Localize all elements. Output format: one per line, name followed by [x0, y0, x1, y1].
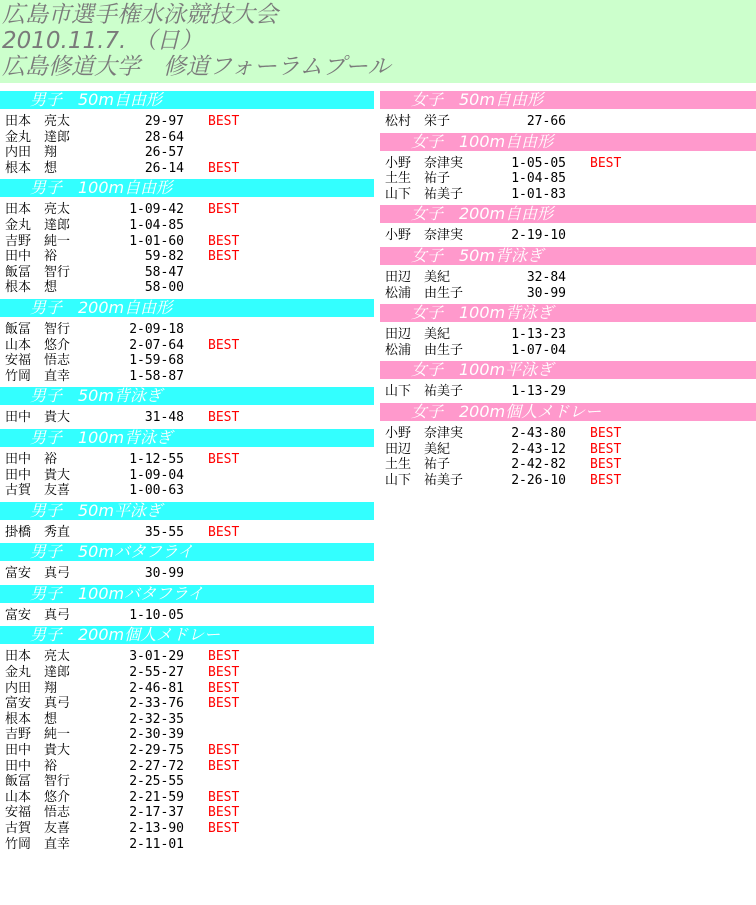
- result-list: [0, 317, 376, 387]
- best-badge: BEST: [208, 410, 240, 426]
- result-row: [0, 649, 376, 665]
- result-row: [0, 681, 376, 697]
- result-time: 2-42-82: [511, 457, 566, 473]
- result-list: [380, 322, 756, 361]
- result-time: 2-13-90: [129, 821, 184, 836]
- result-time: 27-66: [526, 114, 566, 129]
- result-list: [0, 447, 376, 502]
- women-results-column: [380, 91, 756, 491]
- result-row: [380, 343, 756, 359]
- swimmer-name: 田中 裕: [5, 451, 58, 467]
- men-results-column: [0, 91, 376, 855]
- result-time: 1-13-23: [511, 327, 566, 343]
- result-row: [0, 353, 376, 369]
- event-section: [0, 543, 376, 585]
- result-time: 2-19-10: [511, 228, 566, 244]
- result-row: [380, 286, 756, 302]
- result-time: 2-09-18: [129, 321, 184, 337]
- event-section: [380, 304, 756, 361]
- event-section: [0, 299, 376, 387]
- swimmer-name: 古賀 友喜: [5, 483, 71, 499]
- best-badge: BEST: [208, 696, 240, 712]
- swimmer-name: 田中 裕: [5, 758, 58, 774]
- event-title: 男子 50m自由形: [0, 91, 374, 109]
- result-row: [0, 280, 376, 296]
- best-badge: BEST: [208, 233, 240, 249]
- result-time: 2-07-64: [129, 337, 184, 353]
- result-row: [0, 161, 376, 177]
- event-title: 男子 50m背泳ぎ: [0, 387, 374, 405]
- result-row: [0, 218, 376, 234]
- result-row: [0, 265, 376, 281]
- result-time: 1-12-55: [129, 451, 184, 467]
- result-row: [0, 790, 376, 806]
- result-row: [0, 130, 376, 146]
- result-row: [0, 468, 376, 484]
- result-row: [0, 369, 376, 385]
- swimmer-name: 安福 悟志: [5, 353, 71, 369]
- best-badge: BEST: [208, 821, 240, 836]
- result-row: [0, 249, 376, 265]
- result-time: 35-55: [144, 524, 184, 540]
- result-time: 1-00-63: [129, 483, 184, 499]
- event-section: [0, 585, 376, 627]
- swimmer-name: 松浦 由生子: [385, 342, 464, 358]
- swimmer-name: 吉野 純一: [5, 727, 71, 743]
- swimmer-name: 山本 悠介: [5, 337, 71, 353]
- result-row: [0, 338, 376, 354]
- swimmer-name: 小野 奈津実: [385, 155, 464, 171]
- best-badge: BEST: [590, 425, 622, 441]
- event-section: [0, 502, 376, 544]
- swimmer-name: 富安 真弓: [5, 696, 71, 712]
- result-time: 32-84: [526, 269, 566, 285]
- result-time: 29-97: [144, 114, 184, 129]
- result-row: [0, 837, 376, 853]
- event-section: [380, 133, 756, 206]
- result-time: 58-00: [144, 280, 184, 296]
- result-row: [0, 743, 376, 759]
- result-row: [0, 712, 376, 728]
- result-time: 2-33-76: [129, 696, 184, 712]
- best-badge: BEST: [208, 743, 240, 759]
- event-section: [0, 626, 376, 855]
- event-section: [0, 429, 376, 502]
- result-list: [380, 379, 756, 403]
- result-row: [0, 234, 376, 250]
- swimmer-name: 竹岡 直幸: [5, 836, 71, 852]
- swimmer-name: 富安 真弓: [5, 607, 71, 623]
- result-time: 30-99: [526, 285, 566, 301]
- result-row: [0, 696, 376, 712]
- result-time: 2-21-59: [129, 789, 184, 805]
- result-list: [0, 644, 376, 855]
- swimmer-name: 飯冨 智行: [5, 264, 71, 280]
- event-section: [380, 205, 756, 247]
- swimmer-name: 田中 貴大: [5, 410, 71, 426]
- result-time: 1-07-04: [511, 342, 566, 358]
- event-title: 女子 100m背泳ぎ: [380, 304, 756, 322]
- result-time: 2-11-01: [129, 836, 184, 852]
- result-list: [0, 603, 376, 627]
- best-badge: BEST: [208, 524, 240, 540]
- result-time: 2-55-27: [129, 665, 184, 681]
- swimmer-name: 田本 亮太: [5, 202, 71, 218]
- result-row: [380, 156, 756, 172]
- result-time: 31-48: [144, 410, 184, 426]
- swimmer-name: 山下 祐美子: [385, 186, 464, 202]
- result-time: 2-29-75: [129, 743, 184, 759]
- meet-venue: 広島修道大学 修道フォーラムプール: [2, 54, 391, 80]
- result-row: [0, 202, 376, 218]
- result-time: 2-25-55: [129, 774, 184, 790]
- result-list: [380, 421, 756, 491]
- result-time: 30-99: [144, 566, 184, 582]
- event-section: [380, 361, 756, 403]
- best-badge: BEST: [208, 114, 240, 129]
- result-row: [0, 821, 376, 837]
- event-title: 男子 50mバタフライ: [0, 543, 374, 561]
- event-title: 女子 200m個人メドレー: [380, 403, 756, 421]
- result-row: [0, 665, 376, 681]
- swimmer-name: 土生 祐子: [385, 457, 451, 473]
- result-list: [0, 561, 376, 585]
- swimmer-name: 田辺 美紀: [385, 327, 451, 343]
- event-section: [380, 403, 756, 491]
- swimmer-name: 根本 想: [5, 711, 58, 727]
- result-row: [0, 410, 376, 426]
- swimmer-name: 竹岡 直幸: [5, 368, 71, 384]
- swimmer-name: 山下 祐美子: [385, 384, 464, 400]
- best-badge: BEST: [590, 441, 622, 457]
- result-time: 1-05-05: [511, 155, 566, 171]
- result-row: [380, 327, 756, 343]
- swimmer-name: 根本 想: [5, 280, 58, 296]
- result-row: [0, 566, 376, 582]
- result-time: 1-10-05: [129, 607, 184, 623]
- best-badge: BEST: [208, 680, 240, 696]
- swimmer-name: 田本 亮太: [5, 114, 71, 129]
- best-badge: BEST: [208, 789, 240, 805]
- meet-date: 2010.11.7. （日）: [2, 28, 203, 54]
- swimmer-name: 田中 貴大: [5, 467, 71, 483]
- result-row: [0, 805, 376, 821]
- meet-title: 広島市選手権水泳競技大会: [2, 2, 278, 28]
- result-list: [0, 405, 376, 429]
- swimmer-name: 根本 想: [5, 160, 58, 176]
- best-badge: BEST: [208, 758, 240, 774]
- swimmer-name: 金丸 達郎: [5, 217, 71, 233]
- result-time: 1-04-85: [129, 217, 184, 233]
- swimmer-name: 山本 悠介: [5, 789, 71, 805]
- swimmer-name: 山下 祐美子: [385, 472, 464, 488]
- result-row: [0, 608, 376, 624]
- result-row: [380, 442, 756, 458]
- swimmer-name: 田本 亮太: [5, 649, 71, 665]
- result-time: 1-01-83: [511, 186, 566, 202]
- result-row: [380, 457, 756, 473]
- best-badge: BEST: [590, 457, 622, 473]
- event-title: 男子 100m背泳ぎ: [0, 429, 374, 447]
- swimmer-name: 富安 真弓: [5, 566, 71, 582]
- best-badge: BEST: [208, 649, 240, 665]
- swimmer-name: 小野 奈津実: [385, 425, 464, 441]
- result-row: [0, 452, 376, 468]
- result-list: [0, 197, 376, 299]
- result-time: 1-09-42: [129, 202, 184, 218]
- event-title: 男子 100mバタフライ: [0, 585, 374, 603]
- result-row: [0, 145, 376, 161]
- swimmer-name: 田辺 美紀: [385, 441, 451, 457]
- result-row: [380, 426, 756, 442]
- event-title: 男子 200m個人メドレー: [0, 626, 374, 644]
- best-badge: BEST: [590, 155, 622, 171]
- event-title: 女子 50m背泳ぎ: [380, 247, 756, 265]
- result-time: 28-64: [144, 129, 184, 145]
- result-row: [0, 727, 376, 743]
- result-time: 2-43-12: [511, 441, 566, 457]
- result-row: [0, 525, 376, 541]
- swimmer-name: 松浦 由生子: [385, 285, 464, 301]
- event-title: 女子 100m平泳ぎ: [380, 361, 756, 379]
- result-list: [380, 223, 756, 247]
- result-time: 1-09-04: [129, 467, 184, 483]
- result-list: [380, 109, 756, 133]
- result-time: 2-32-35: [129, 711, 184, 727]
- result-time: 2-43-80: [511, 425, 566, 441]
- result-row: [0, 322, 376, 338]
- event-title: 男子 50m平泳ぎ: [0, 502, 374, 520]
- event-section: [0, 179, 376, 299]
- result-time: 1-58-87: [129, 368, 184, 384]
- result-row: [0, 483, 376, 499]
- result-row: [380, 384, 756, 400]
- result-time: 1-01-60: [129, 233, 184, 249]
- result-time: 2-26-10: [511, 472, 566, 488]
- result-list: [0, 520, 376, 544]
- result-row: [380, 473, 756, 489]
- result-time: 26-57: [144, 145, 184, 161]
- result-time: 3-01-29: [129, 649, 184, 665]
- swimmer-name: 安福 悟志: [5, 805, 71, 821]
- best-badge: BEST: [590, 472, 622, 488]
- swimmer-name: 小野 奈津実: [385, 228, 464, 244]
- event-title: 男子 100m自由形: [0, 179, 374, 197]
- best-badge: BEST: [208, 337, 240, 353]
- page-header: [0, 0, 756, 83]
- result-row: [380, 171, 756, 187]
- swimmer-name: 飯冨 智行: [5, 774, 71, 790]
- result-list: [380, 151, 756, 206]
- event-title: 女子 50m自由形: [380, 91, 756, 109]
- swimmer-name: 内田 翔: [5, 680, 58, 696]
- swimmer-name: 金丸 達郎: [5, 665, 71, 681]
- swimmer-name: 吉野 純一: [5, 233, 71, 249]
- result-time: 2-17-37: [129, 805, 184, 821]
- result-time: 1-04-85: [511, 171, 566, 187]
- event-title: 男子 200m自由形: [0, 299, 374, 317]
- result-list: [380, 265, 756, 304]
- result-time: 2-27-72: [129, 758, 184, 774]
- event-section: [0, 387, 376, 429]
- result-row: [380, 270, 756, 286]
- event-title: 女子 100m自由形: [380, 133, 756, 151]
- result-time: 58-47: [144, 264, 184, 280]
- result-time: 1-59-68: [129, 353, 184, 369]
- best-badge: BEST: [208, 665, 240, 681]
- event-section: [380, 247, 756, 304]
- event-title: 女子 200m自由形: [380, 205, 756, 223]
- best-badge: BEST: [208, 805, 240, 821]
- swimmer-name: 田辺 美紀: [385, 269, 451, 285]
- result-row: [0, 759, 376, 775]
- result-time: 2-46-81: [129, 680, 184, 696]
- swimmer-name: 飯冨 智行: [5, 321, 71, 337]
- event-section: [380, 91, 756, 133]
- swimmer-name: 田中 裕: [5, 249, 58, 265]
- best-badge: BEST: [208, 160, 240, 176]
- swimmer-name: 松村 栄子: [385, 114, 451, 129]
- swimmer-name: 金丸 達郎: [5, 129, 71, 145]
- best-badge: BEST: [208, 249, 240, 265]
- result-row: [0, 774, 376, 790]
- result-time: 59-82: [144, 249, 184, 265]
- result-row: [380, 187, 756, 203]
- best-badge: BEST: [208, 451, 240, 467]
- result-list: [0, 109, 376, 179]
- result-row: [380, 114, 756, 130]
- swimmer-name: 掛橋 秀直: [5, 524, 71, 540]
- result-time: 26-14: [144, 160, 184, 176]
- event-section: [0, 91, 376, 179]
- result-time: 2-30-39: [129, 727, 184, 743]
- result-row: [380, 228, 756, 244]
- swimmer-name: 古賀 友喜: [5, 821, 71, 836]
- swimmer-name: 土生 祐子: [385, 171, 451, 187]
- result-time: 1-13-29: [511, 384, 566, 400]
- swimmer-name: 内田 翔: [5, 145, 58, 161]
- best-badge: BEST: [208, 202, 240, 218]
- swimmer-name: 田中 貴大: [5, 743, 71, 759]
- result-row: [0, 114, 376, 130]
